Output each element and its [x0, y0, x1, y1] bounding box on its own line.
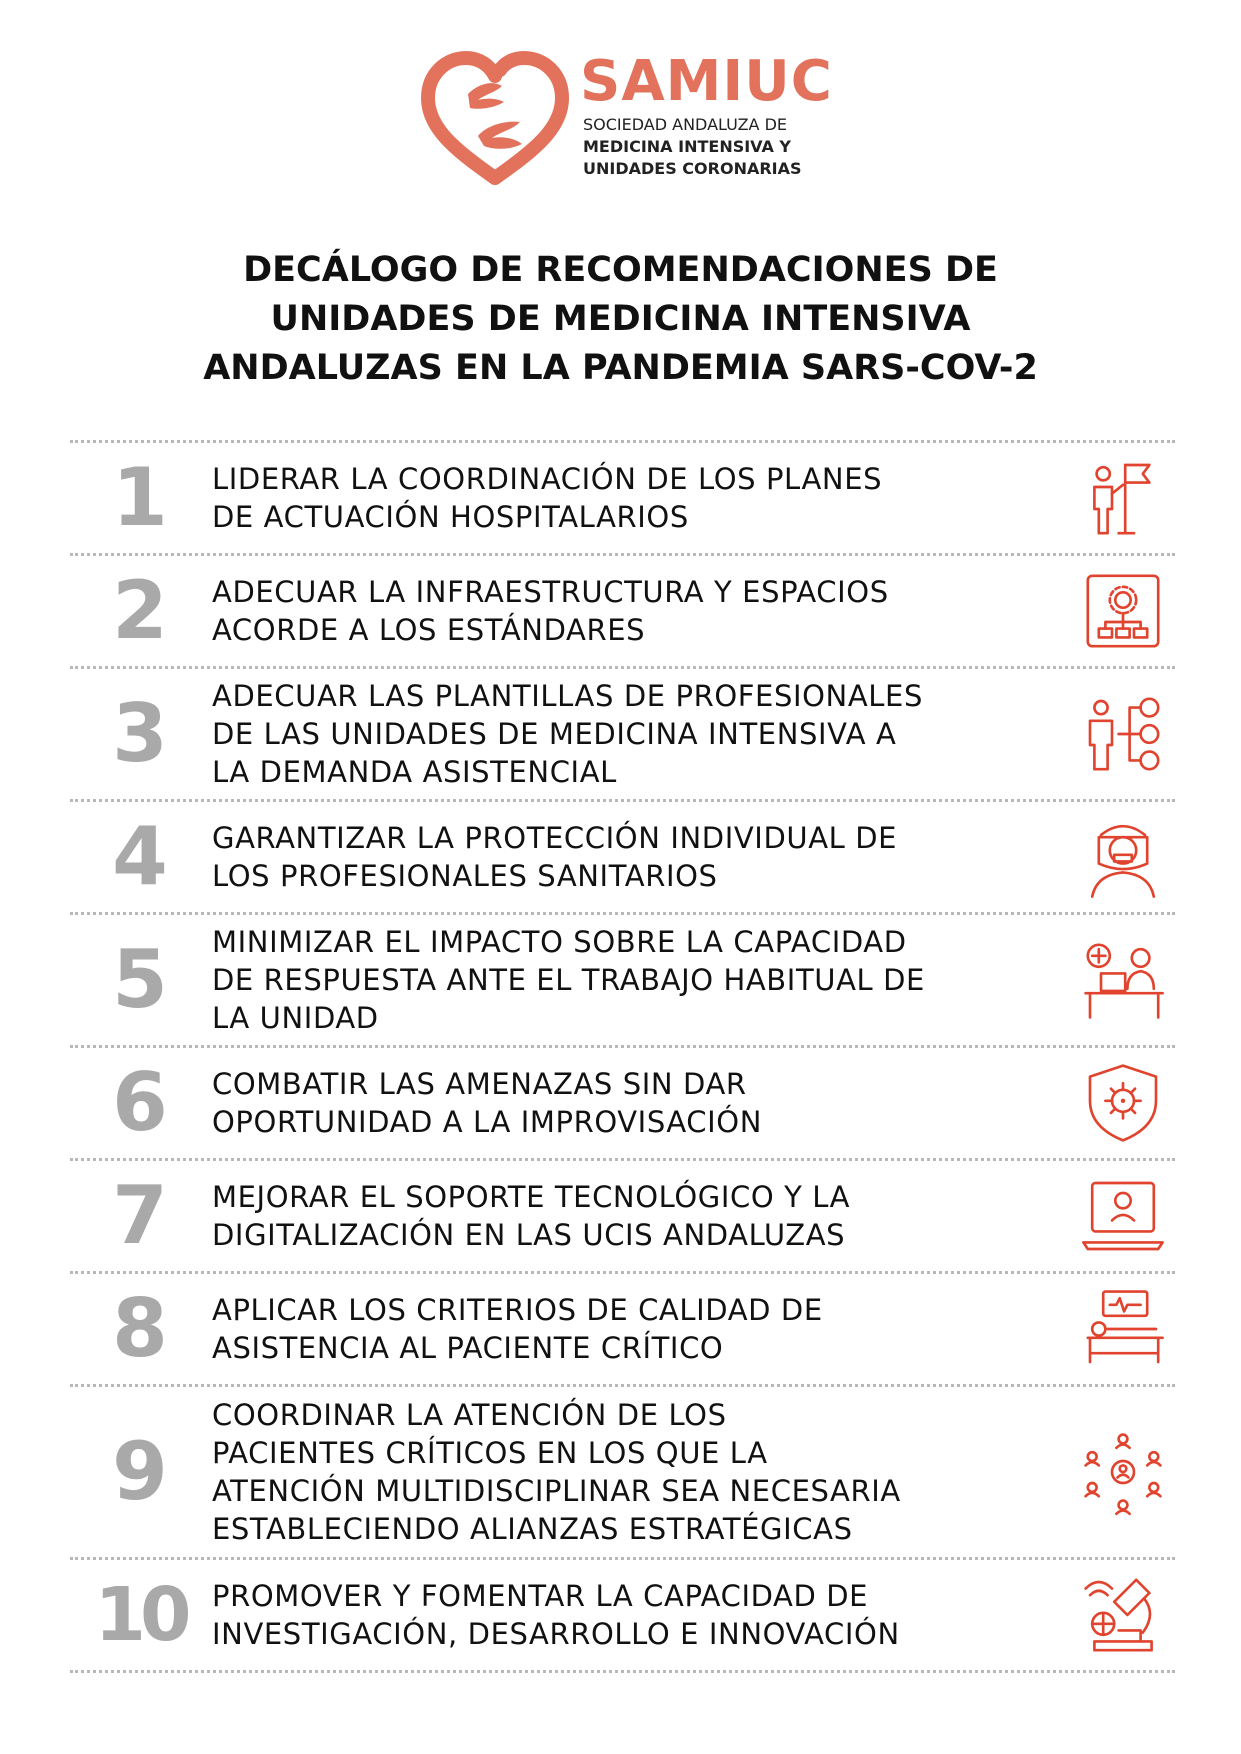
item-number: 10	[94, 1572, 186, 1658]
microscope-icon	[1070, 1571, 1175, 1659]
item-text	[210, 1178, 1070, 1254]
item-text	[210, 1065, 1070, 1141]
page-title	[60, 246, 1181, 393]
logo-subtitle-line1: SOCIEDAD ANDALUZA DE	[583, 115, 788, 134]
divider	[70, 1670, 1175, 1673]
item-line: DE ACTUACIÓN HOSPITALARIOS	[212, 500, 689, 534]
recommendation-item	[70, 443, 1175, 553]
item-line: DE RESPUESTA ANTE EL TRABAJO HABITUAL DE	[212, 963, 925, 997]
item-number: 5	[112, 933, 168, 1026]
title-line1: DECÁLOGO DE RECOMENDACIONES DE	[243, 250, 998, 290]
item-text	[210, 677, 1070, 791]
network-people-icon	[1070, 1428, 1175, 1516]
item-line: LIDERAR LA COORDINACIÓN DE LOS PLANES	[212, 462, 883, 496]
item-line: LA DEMANDA ASISTENCIAL	[212, 755, 617, 789]
hospital-bed-icon	[1070, 1285, 1175, 1373]
recommendation-item	[70, 1048, 1175, 1158]
item-line: ASISTENCIA AL PACIENTE CRÍTICO	[212, 1331, 724, 1365]
item-line: ESTABLECIENDO ALIANZAS ESTRATÉGICAS	[212, 1512, 853, 1546]
item-line: INVESTIGACIÓN, DESARROLLO E INNOVACIÓN	[212, 1617, 900, 1651]
recommendation-item	[70, 1274, 1175, 1384]
title-line2: UNIDADES DE MEDICINA INTENSIVA	[270, 299, 971, 339]
recommendation-item	[70, 1560, 1175, 1670]
heart-hands-icon	[420, 50, 570, 185]
gear-structure-icon	[1070, 567, 1175, 655]
item-text	[210, 1396, 1070, 1548]
item-line: PACIENTES CRÍTICOS EN LOS QUE LA	[212, 1436, 768, 1470]
item-text	[210, 573, 1070, 649]
item-line: ATENCIÓN MULTIDISCIPLINAR SEA NECESARIA	[212, 1474, 901, 1508]
laptop-user-icon	[1070, 1172, 1175, 1260]
recommendation-item	[70, 1387, 1175, 1557]
item-text	[210, 1577, 1070, 1653]
item-line: PROMOVER Y FOMENTAR LA CAPACIDAD DE	[212, 1579, 869, 1613]
logo-brand: SAMIUC	[580, 49, 833, 114]
item-line: ADECUAR LA INFRAESTRUCTURA Y ESPACIOS	[212, 575, 889, 609]
face-shield-icon	[1070, 813, 1175, 901]
item-line: APLICAR LOS CRITERIOS DE CALIDAD DE	[212, 1293, 823, 1327]
item-line: ACORDE A LOS ESTÁNDARES	[212, 613, 646, 647]
item-number: 4	[112, 810, 168, 903]
virus-shield-icon	[1070, 1059, 1175, 1147]
item-line: DIGITALIZACIÓN EN LAS UCIS ANDALUZAS	[212, 1218, 846, 1252]
leader-flag-icon	[1070, 454, 1175, 542]
item-number: 7	[112, 1169, 168, 1262]
item-line: LOS PROFESIONALES SANITARIOS	[212, 859, 718, 893]
item-line: COMBATIR LAS AMENAZAS SIN DAR	[212, 1067, 747, 1101]
item-text	[210, 1291, 1070, 1367]
item-number: 3	[112, 687, 168, 780]
recommendation-list	[70, 440, 1175, 1673]
item-number: 2	[112, 564, 168, 657]
title-line3: ANDALUZAS EN LA PANDEMIA SARS-COV-2	[203, 348, 1038, 388]
item-line: MEJORAR EL SOPORTE TECNOLÓGICO Y LA	[212, 1180, 851, 1214]
item-line: ADECUAR LAS PLANTILLAS DE PROFESIONALES	[212, 679, 923, 713]
item-line: DE LAS UNIDADES DE MEDICINA INTENSIVA A	[212, 717, 897, 751]
item-text	[210, 819, 1070, 895]
item-text	[210, 460, 1070, 536]
item-number: 8	[112, 1282, 168, 1375]
item-line: MINIMIZAR EL IMPACTO SOBRE LA CAPACIDAD	[212, 925, 907, 959]
doctor-desk-icon	[1070, 936, 1175, 1024]
recommendation-item	[70, 556, 1175, 666]
logo-subtitle-line2: MEDICINA INTENSIVA Y	[583, 137, 792, 156]
item-number: 6	[112, 1056, 168, 1149]
item-line: COORDINAR LA ATENCIÓN DE LOS	[212, 1398, 727, 1432]
recommendation-item	[70, 1161, 1175, 1271]
item-line: LA UNIDAD	[212, 1001, 379, 1035]
item-line: GARANTIZAR LA PROTECCIÓN INDIVIDUAL DE	[212, 821, 898, 855]
recommendation-item	[70, 915, 1175, 1045]
samiuc-logo	[420, 50, 840, 190]
recommendation-item	[70, 802, 1175, 912]
item-line: OPORTUNIDAD A LA IMPROVISACIÓN	[212, 1105, 763, 1139]
recommendation-item	[70, 669, 1175, 799]
item-number: 1	[112, 451, 168, 544]
item-text	[210, 923, 1070, 1037]
item-number: 9	[112, 1425, 168, 1518]
logo-subtitle-line3: UNIDADES CORONARIAS	[583, 159, 802, 178]
staff-team-icon	[1070, 690, 1175, 778]
